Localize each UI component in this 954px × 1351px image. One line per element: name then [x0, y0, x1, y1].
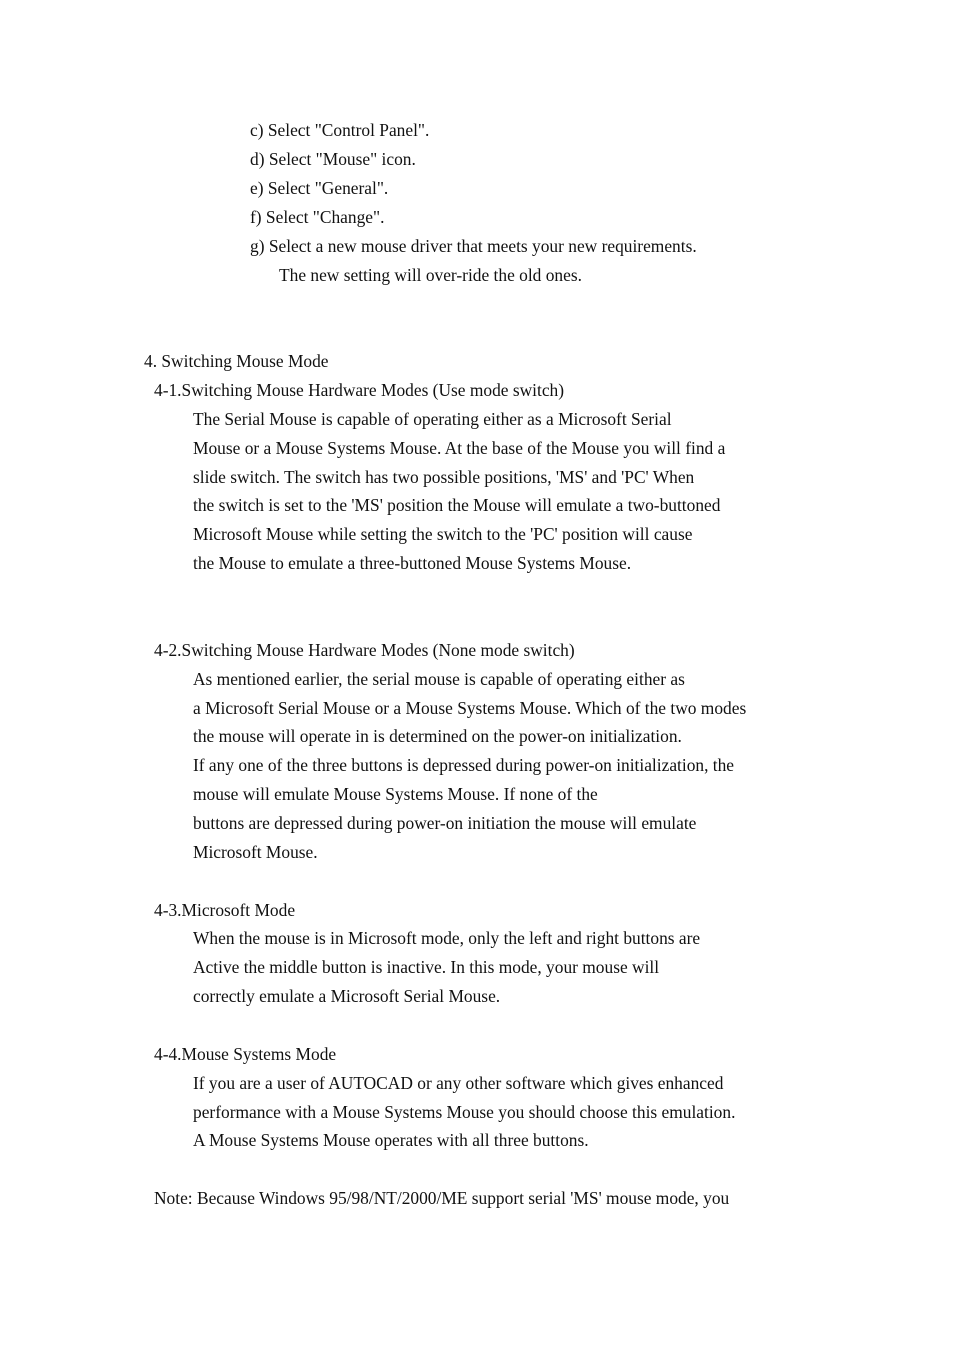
subsection-heading-4-3: 4-3.Microsoft Mode — [154, 900, 296, 920]
paragraph-line: If any one of the three buttons is depressed during power-on initialization, the — [193, 755, 735, 775]
paragraph-line: When the mouse is in Microsoft mode, only the left and right buttons are — [193, 928, 701, 948]
paragraph-line: mouse will emulate Mouse Systems Mouse. If none of the — [193, 784, 598, 804]
section-title: 4. Switching Mouse Mode — [144, 351, 329, 371]
paragraph-line: correctly emulate a Microsoft Serial Mouse. — [193, 986, 501, 1006]
paragraph-line: the Mouse to emulate a three-buttoned Mouse Systems Mouse. — [193, 553, 632, 573]
subsection-heading-4-4: 4-4.Mouse Systems Mode — [154, 1044, 337, 1064]
step-e: e) Select "General". — [250, 178, 389, 198]
step-c: c) Select "Control Panel". — [250, 120, 430, 140]
paragraph-line: As mentioned earlier, the serial mouse is capable of operating either as — [193, 669, 685, 689]
paragraph-line: If you are a user of AUTOCAD or any other software which gives enhanced — [193, 1073, 724, 1093]
paragraph-line: A Mouse Systems Mouse operates with all three buttons. — [193, 1130, 589, 1150]
subsection-heading-4-1: 4-1.Switching Mouse Hardware Modes (Use mode switch) — [154, 380, 565, 400]
paragraph-line: The Serial Mouse is capable of operating either as a Microsoft Serial — [193, 409, 672, 429]
paragraph-line: a Microsoft Serial Mouse or a Mouse Systems Mouse. Which of the two modes — [193, 698, 747, 718]
paragraph-line: performance with a Mouse Systems Mouse you should choose this emulation. — [193, 1102, 736, 1122]
paragraph-line: buttons are depressed during power-on initiation the mouse will emulate — [193, 813, 697, 833]
paragraph-line: Microsoft Mouse. — [193, 842, 318, 862]
note: Note: Because Windows 95/98/NT/2000/ME support serial 'MS' mouse mode, you — [154, 1188, 730, 1208]
paragraph-line: Microsoft Mouse while setting the switch to the 'PC' position will cause — [193, 524, 693, 544]
step-g-continuation: The new setting will over-ride the old ones. — [279, 265, 582, 285]
subsection-heading-4-2: 4-2.Switching Mouse Hardware Modes (None mode switch) — [154, 640, 575, 660]
step-d: d) Select "Mouse" icon. — [250, 149, 416, 169]
paragraph-line: Active the middle button is inactive. In this mode, your mouse will — [193, 957, 660, 977]
paragraph-line: slide switch. The switch has two possible positions, 'MS' and 'PC' When — [193, 467, 695, 487]
paragraph-line: the switch is set to the 'MS' position the Mouse will emulate a two-buttoned — [193, 495, 721, 515]
step-g: g) Select a new mouse driver that meets your new requirements. — [250, 236, 697, 256]
paragraph-line: Mouse or a Mouse Systems Mouse. At the base of the Mouse you will find a — [193, 438, 726, 458]
paragraph-line: the mouse will operate in is determined on the power-on initialization. — [193, 726, 682, 746]
step-f: f) Select "Change". — [250, 207, 385, 227]
